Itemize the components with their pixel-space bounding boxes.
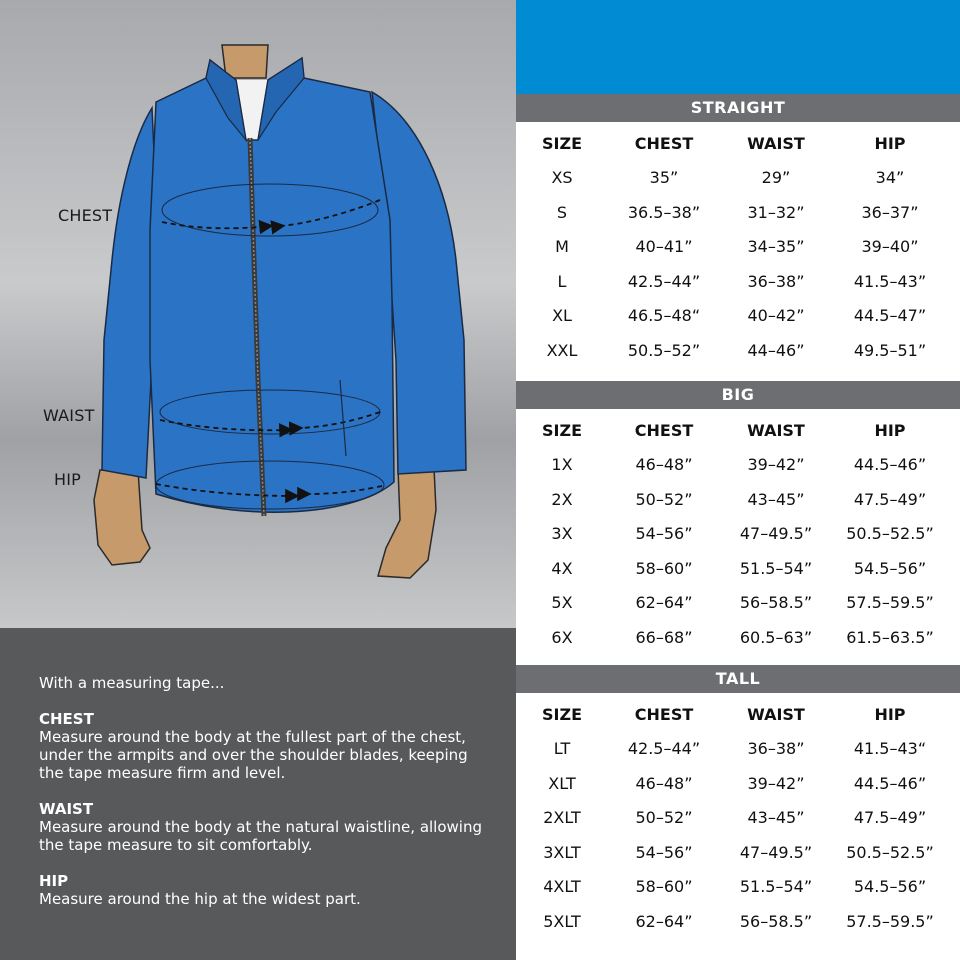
- table-cell: 3X: [551, 524, 573, 544]
- column-header: CHEST: [634, 420, 694, 440]
- accent-banner: [516, 0, 960, 94]
- table-cell: 40–42”: [747, 306, 805, 326]
- tall-size-table: [516, 665, 960, 939]
- table-cell: 58–60”: [635, 877, 693, 897]
- table-row: [516, 333, 960, 368]
- table-row: [516, 870, 960, 905]
- table-cell: 47–49.5”: [739, 524, 813, 544]
- table-cell: 58–60”: [635, 558, 693, 578]
- table-cell: 5X: [551, 593, 573, 613]
- column-header: SIZE: [541, 420, 582, 440]
- table-cell: 39–40”: [861, 237, 919, 257]
- table-cell: 44.5–46”: [853, 455, 927, 475]
- measurement-illustration: [0, 0, 516, 628]
- table-row: [516, 766, 960, 801]
- table-row: [516, 264, 960, 299]
- column-header: SIZE: [541, 704, 582, 724]
- table-cell: 3XLT: [543, 842, 581, 862]
- table-cell: 34–35”: [747, 237, 805, 257]
- straight-size-table: [516, 94, 960, 368]
- waist-instruction-body: Measure around the body at the natural waistline, allowing the tape measure to sit comfortably.: [39, 818, 482, 854]
- table-row: [516, 801, 960, 836]
- table-cell: 5XLT: [543, 911, 581, 931]
- chest-label: CHEST: [58, 206, 113, 225]
- table-cell: 50–52”: [635, 808, 693, 828]
- table-cell: 51.5–54”: [739, 877, 813, 897]
- chest-instruction: [39, 710, 494, 782]
- table-cell: 2X: [551, 489, 573, 509]
- chest-instruction-body: Measure around the body at the fullest part of the chest, under the armpits and over the shoulder blades, keeping the tape measure firm and level.: [39, 728, 468, 782]
- table-row: [516, 448, 960, 483]
- table-cell: 46–48”: [635, 455, 693, 475]
- column-header: WAIST: [747, 420, 805, 440]
- table-cell: 60.5–63”: [739, 627, 813, 647]
- table-row: [516, 195, 960, 230]
- table-cell: 31–32”: [747, 202, 805, 222]
- table-cell: 43–45”: [747, 808, 805, 828]
- table-cell: 39–42”: [747, 455, 805, 475]
- table-cell: XXL: [546, 340, 578, 360]
- table-cell: 41.5–43“: [853, 739, 927, 759]
- table-cell: 44.5–47”: [853, 306, 927, 326]
- table-cell: 36–38”: [747, 271, 805, 291]
- table-row: [516, 517, 960, 552]
- table-cell: 50.5–52.5”: [846, 524, 934, 544]
- table-cell: 44–46”: [747, 340, 805, 360]
- table-cell: 54.5–56”: [853, 877, 927, 897]
- jacket-figure-image: [0, 0, 516, 628]
- table-row: [516, 482, 960, 517]
- hip-instruction-body: Measure around the hip at the widest part.: [39, 890, 361, 908]
- table-row: [516, 732, 960, 767]
- table-cell: 4X: [551, 558, 573, 578]
- column-header: SIZE: [541, 133, 582, 153]
- column-header: CHEST: [634, 133, 694, 153]
- big-size-table: [516, 381, 960, 655]
- waist-instruction-title: WAIST: [39, 800, 94, 818]
- table-cell: 42.5–44”: [627, 271, 701, 291]
- table-row: [516, 161, 960, 196]
- table-cell: 39–42”: [747, 773, 805, 793]
- waist-label: WAIST: [43, 406, 95, 425]
- table-cell: 49.5–51”: [853, 340, 927, 360]
- instructions-intro: With a measuring tape...: [39, 674, 225, 692]
- table-cell: 6X: [551, 627, 573, 647]
- table-cell: 36–38”: [747, 739, 805, 759]
- table-cell: 62–64”: [635, 911, 693, 931]
- table-cell: 50–52”: [635, 489, 693, 509]
- table-cell: 54–56”: [635, 842, 693, 862]
- table-row: [516, 904, 960, 939]
- table-cell: 2XLT: [543, 808, 581, 828]
- table-cell: 36.5–38”: [627, 202, 701, 222]
- table-cell: 62–64”: [635, 593, 693, 613]
- column-header: HIP: [874, 704, 906, 724]
- table-cell: 47.5–49”: [853, 489, 927, 509]
- table-cell: 34”: [875, 168, 905, 188]
- table-cell: S: [556, 202, 568, 222]
- table-row: [516, 835, 960, 870]
- straight-table-title: STRAIGHT: [516, 94, 960, 122]
- table-column-header-row: [516, 697, 960, 732]
- table-cell: XLT: [548, 773, 576, 793]
- chest-instruction-title: CHEST: [39, 710, 94, 728]
- table-cell: 47.5–49”: [853, 808, 927, 828]
- table-row: [516, 551, 960, 586]
- table-cell: 66–68”: [635, 627, 693, 647]
- table-cell: 56–58.5”: [739, 911, 813, 931]
- table-cell: 47–49.5”: [739, 842, 813, 862]
- column-header: CHEST: [634, 704, 694, 724]
- table-row: [516, 230, 960, 265]
- table-cell: 54.5–56”: [853, 558, 927, 578]
- hip-instruction-title: HIP: [39, 872, 69, 890]
- table-cell: 42.5–44”: [627, 739, 701, 759]
- table-row: [516, 586, 960, 621]
- measuring-instructions: [0, 628, 516, 960]
- table-cell: 44.5–46”: [853, 773, 927, 793]
- table-cell: 51.5–54”: [739, 558, 813, 578]
- table-cell: 61.5–63.5”: [846, 627, 934, 647]
- hip-instruction: [39, 872, 494, 908]
- table-cell: 50.5–52”: [627, 340, 701, 360]
- column-header: WAIST: [747, 133, 805, 153]
- table-cell: 36–37”: [861, 202, 919, 222]
- table-cell: 46–48”: [635, 773, 693, 793]
- table-cell: 57.5–59.5”: [846, 593, 934, 613]
- table-cell: 43–45”: [747, 489, 805, 509]
- hip-label: HIP: [54, 470, 81, 489]
- table-cell: XS: [551, 168, 573, 188]
- table-cell: 4XLT: [543, 877, 581, 897]
- table-cell: XL: [552, 306, 572, 326]
- table-row: [516, 620, 960, 655]
- table-cell: 1X: [551, 455, 573, 475]
- table-cell: 29”: [761, 168, 791, 188]
- column-header: HIP: [874, 420, 906, 440]
- table-cell: LT: [553, 739, 571, 759]
- table-cell: 50.5–52.5”: [846, 842, 934, 862]
- table-cell: 46.5–48“: [627, 306, 701, 326]
- table-cell: 56–58.5”: [739, 593, 813, 613]
- table-cell: L: [557, 271, 567, 291]
- table-cell: M: [555, 237, 569, 257]
- waist-instruction: [39, 800, 494, 854]
- table-row: [516, 299, 960, 334]
- table-cell: 41.5–43”: [853, 271, 927, 291]
- table-cell: 40–41”: [635, 237, 693, 257]
- table-cell: 54–56”: [635, 524, 693, 544]
- table-cell: 57.5–59.5”: [846, 911, 934, 931]
- tall-table-title: TALL: [516, 665, 960, 693]
- big-table-title: BIG: [516, 381, 960, 409]
- table-cell: 35”: [649, 168, 679, 188]
- column-header: WAIST: [747, 704, 805, 724]
- table-column-header-row: [516, 126, 960, 161]
- column-header: HIP: [874, 133, 906, 153]
- table-column-header-row: [516, 413, 960, 448]
